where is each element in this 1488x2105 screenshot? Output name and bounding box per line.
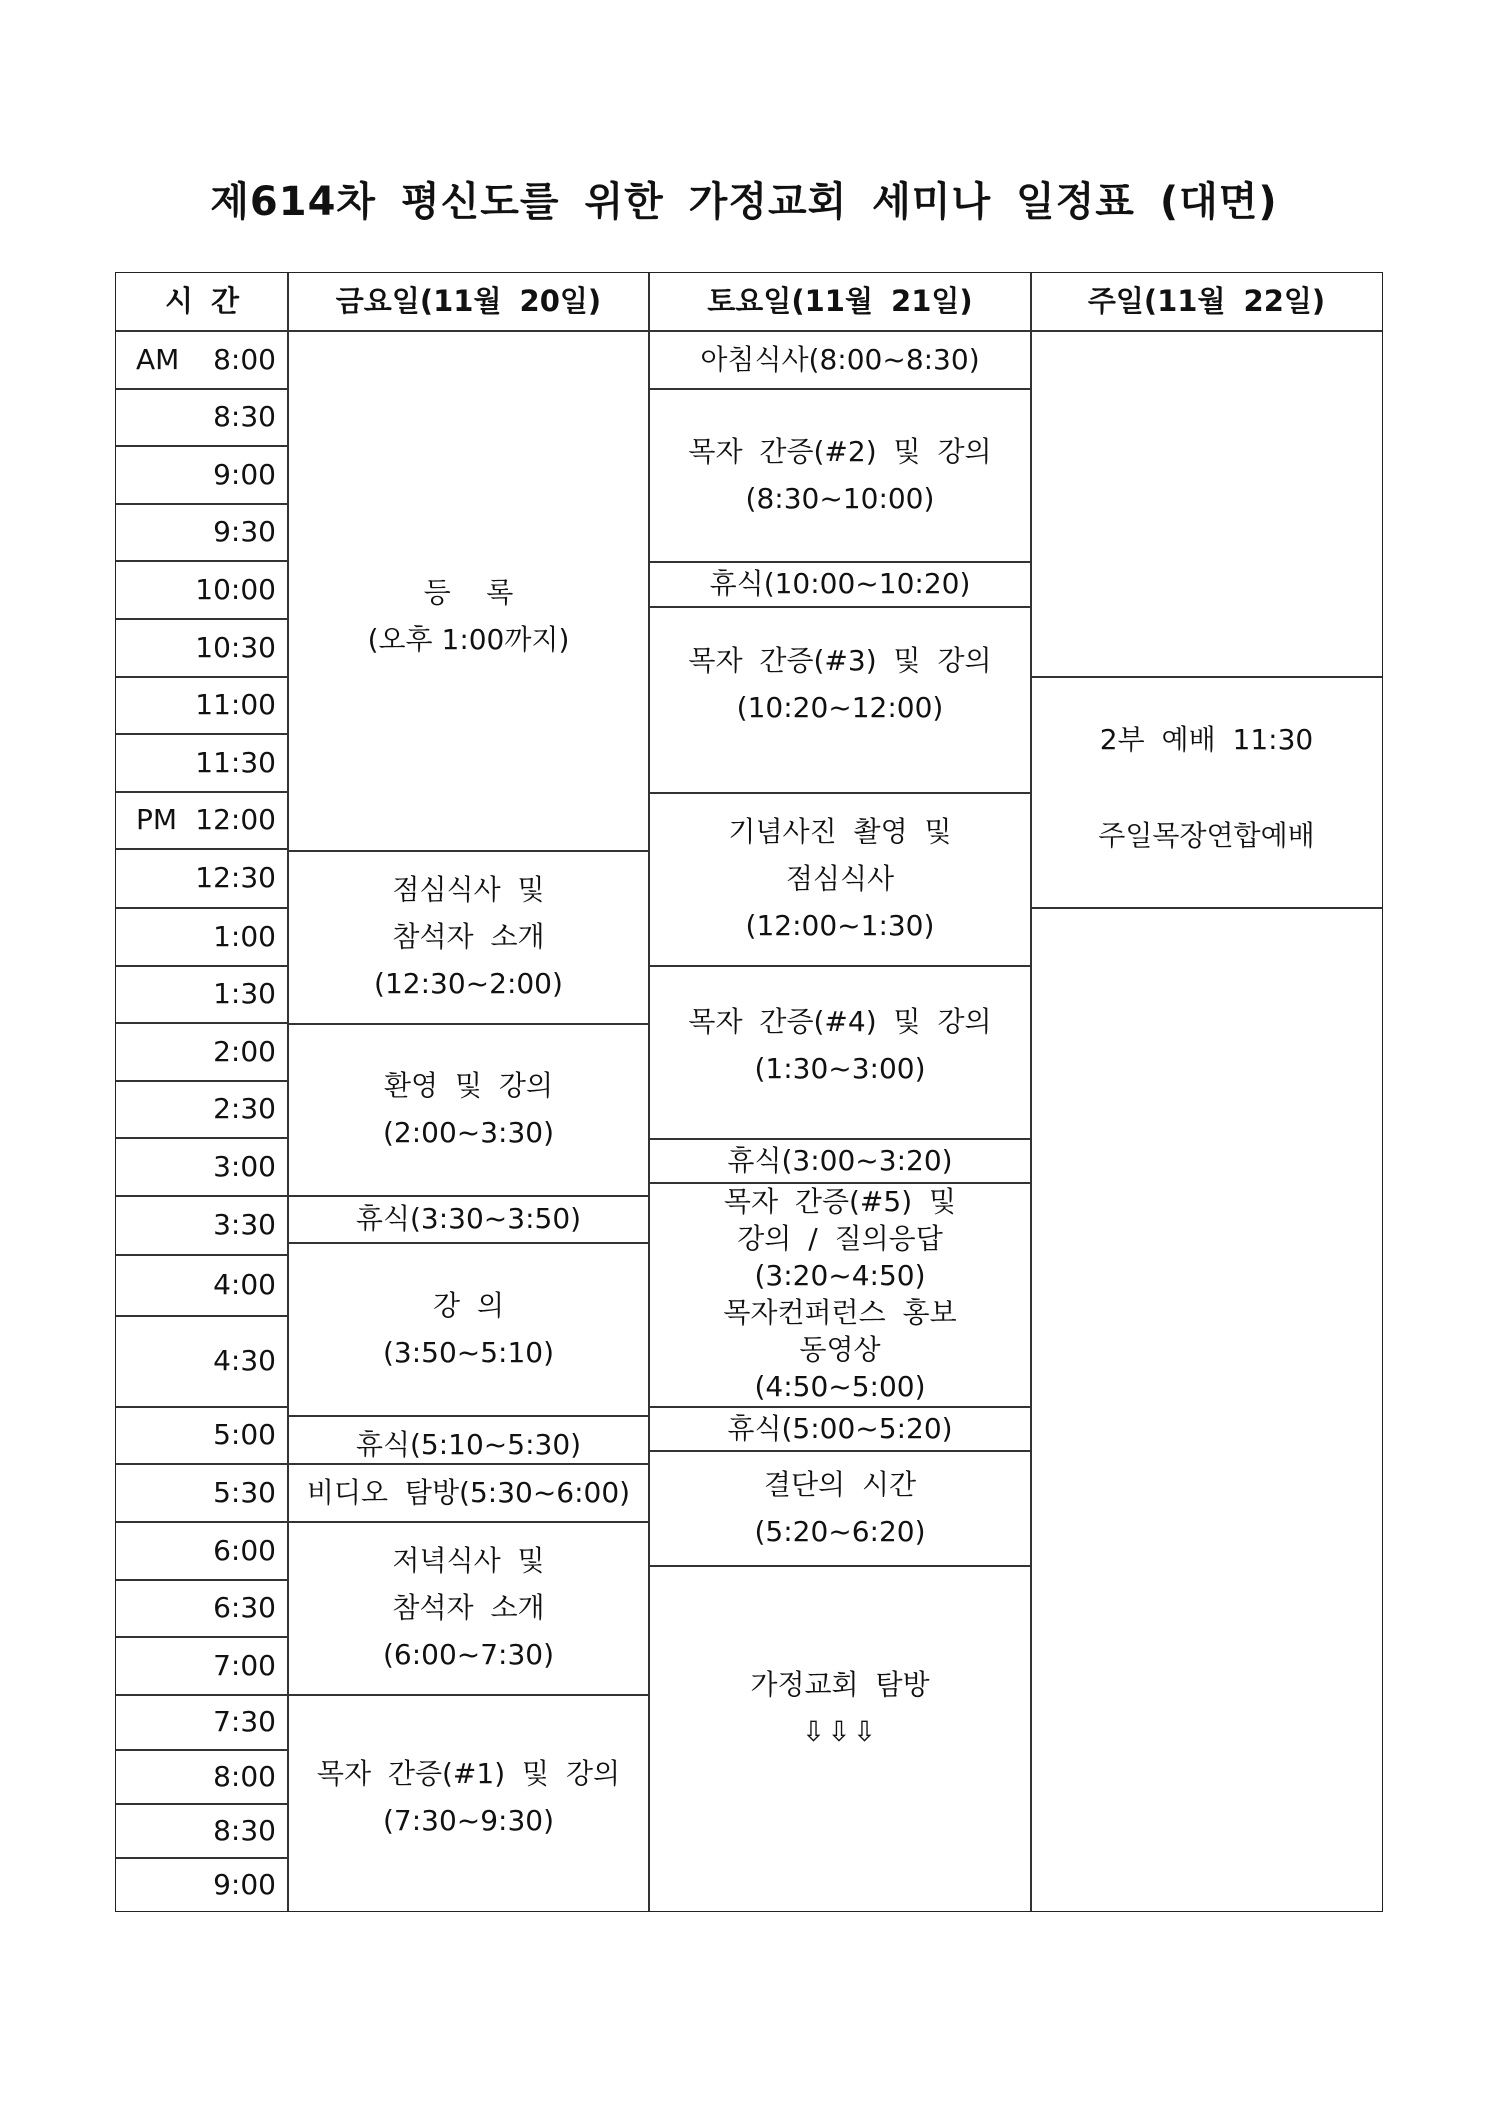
header-time-label: 시 간	[164, 284, 240, 318]
event-subtitle: 참석자 소개	[392, 1591, 545, 1624]
time-slot	[116, 330, 288, 388]
time-slot	[116, 1315, 288, 1406]
event-title: 가정교회 탐방	[750, 1668, 930, 1701]
event-title: 기념사진 촬영 및	[728, 815, 952, 848]
time-label: 9:00	[213, 457, 276, 491]
time-label: 3:30	[213, 1208, 276, 1241]
time-slot	[116, 1521, 288, 1579]
event-title: 목자 간증(#2) 및 강의	[688, 434, 992, 468]
header-sunday-label: 주일(11월 22일)	[1087, 284, 1326, 318]
time-slot	[116, 1022, 288, 1080]
time-label: 3:00	[213, 1149, 276, 1183]
header-friday	[288, 273, 649, 330]
event-time: (오후 1:00까지)	[367, 623, 570, 656]
event-house-church-visit	[649, 1565, 1031, 1911]
time-slot	[116, 618, 288, 676]
event-photo-lunch	[649, 792, 1031, 965]
event-title: 2부 예배 11:30	[1099, 722, 1314, 756]
header-friday-label: 금요일(11월 20일)	[335, 284, 602, 318]
time-slot	[116, 676, 288, 733]
event-title: 점심식사 및	[392, 873, 545, 906]
event-subtitle: 점심식사	[785, 862, 895, 895]
time-label: 10:30	[195, 630, 276, 664]
time-label: 12:00	[195, 803, 276, 836]
time-slot	[116, 1406, 288, 1463]
down-arrows-icon: ⇩⇩⇩	[801, 1715, 879, 1748]
event-title: 목자 간증(#3) 및 강의	[688, 644, 992, 677]
time-label: 7:00	[213, 1648, 276, 1682]
header-saturday-label: 토요일(11월 21일)	[707, 284, 973, 318]
event-title: 목자컨퍼런스 홍보	[723, 1296, 957, 1329]
time-slot	[116, 445, 288, 503]
time-slot	[116, 848, 288, 907]
time-slot	[116, 1137, 288, 1195]
event-worship	[1031, 676, 1382, 907]
time-label: 8:00	[213, 342, 276, 376]
time-slot	[116, 1579, 288, 1636]
event-title: 휴식(3:30~3:50)	[355, 1202, 582, 1235]
time-slot	[116, 791, 288, 848]
time-label: 5:00	[213, 1418, 276, 1451]
event-title: 목자 간증(#1) 및 강의	[316, 1756, 621, 1790]
time-label: 6:00	[213, 1533, 276, 1567]
event-testimony-2	[649, 388, 1031, 561]
event-break	[649, 1406, 1031, 1450]
event-testimony-4	[649, 965, 1031, 1138]
pm-label: PM	[136, 803, 178, 836]
time-slot	[116, 1463, 288, 1521]
event-title: 저녁식사 및	[392, 1544, 545, 1577]
event-lunch	[288, 850, 649, 1023]
event-testimony-1	[288, 1694, 649, 1911]
time-label: 11:30	[195, 745, 276, 779]
time-label: 4:00	[213, 1268, 276, 1301]
time-label: 4:30	[213, 1344, 276, 1377]
time-slot	[116, 907, 288, 965]
event-title: 아침식사(8:00~8:30)	[700, 342, 980, 376]
time-slot	[116, 388, 288, 445]
header-saturday	[649, 273, 1031, 330]
event-testimony-5	[649, 1182, 1031, 1406]
event-break	[288, 1195, 649, 1242]
event-subtitle: 참석자 소개	[392, 920, 545, 953]
event-decision-time	[649, 1450, 1031, 1565]
event-time: (4:50~5:00)	[754, 1370, 926, 1403]
time-slot	[116, 1749, 288, 1803]
event-title: 휴식(5:10~5:30)	[355, 1427, 582, 1461]
event-time: (6:00~7:30)	[382, 1638, 555, 1671]
time-slot	[116, 965, 288, 1022]
divider	[1031, 907, 1382, 909]
time-label: 10:00	[195, 572, 276, 606]
event-subtitle: 강의 / 질의응답	[737, 1222, 943, 1255]
time-slot	[116, 1254, 288, 1315]
event-break	[649, 561, 1031, 606]
page-title: 제614차 평신도를 위한 가정교회 세미나 일정표 (대면)	[210, 179, 1278, 225]
time-slot	[116, 503, 288, 560]
time-label: 7:30	[213, 1705, 276, 1738]
event-video-visit	[288, 1463, 649, 1521]
event-title: 비디오 탐방(5:30~6:00)	[306, 1475, 631, 1509]
event-title: 환영 및 강의	[383, 1069, 554, 1102]
time-label: 8:30	[213, 1813, 276, 1847]
event-title: 결단의 시간	[763, 1467, 917, 1501]
event-breakfast	[649, 330, 1031, 388]
event-registration	[288, 330, 649, 850]
time-label: 2:00	[213, 1034, 276, 1068]
event-lecture	[288, 1242, 649, 1415]
event-time: (12:00~1:30)	[745, 909, 935, 942]
event-break	[649, 1138, 1031, 1182]
am-label: AM	[136, 342, 180, 376]
header-sunday	[1031, 273, 1382, 330]
time-label: 8:00	[213, 1759, 276, 1793]
event-title: 강 의	[433, 1288, 504, 1322]
time-slot	[116, 560, 288, 618]
event-welcome-lecture	[288, 1023, 649, 1195]
time-label: 6:30	[213, 1591, 276, 1624]
time-label: 9:00	[213, 1867, 276, 1901]
event-time: (10:20~12:00)	[736, 691, 944, 724]
time-slot	[116, 1195, 288, 1254]
event-title: 휴식(5:00~5:20)	[727, 1411, 953, 1445]
event-subtitle: 동영상	[799, 1333, 881, 1366]
event-time: (3:20~4:50)	[754, 1259, 926, 1292]
event-time: (3:50~5:10)	[382, 1335, 555, 1369]
event-time: (5:20~6:20)	[754, 1514, 926, 1548]
header-time	[116, 273, 288, 330]
time-label: 12:30	[195, 861, 276, 894]
time-label: 9:30	[213, 515, 276, 548]
event-testimony-3	[649, 606, 1031, 792]
event-subtitle: 주일목장연합예배	[1098, 818, 1315, 852]
schedule-table	[115, 272, 1383, 1912]
event-dinner	[288, 1521, 649, 1694]
time-slot	[116, 1080, 288, 1137]
time-label: 1:30	[213, 977, 276, 1010]
event-title: 목자 간증(#5) 및	[723, 1185, 957, 1218]
event-time: (8:30~10:00)	[745, 481, 935, 515]
event-time: (2:00~3:30)	[382, 1116, 555, 1149]
event-title: 목자 간증(#4) 및 강의	[688, 1004, 992, 1038]
event-time: (12:30~2:00)	[374, 967, 563, 1000]
event-time: (1:30~3:00)	[754, 1051, 926, 1085]
time-slot	[116, 1694, 288, 1749]
event-title: 등 록	[423, 576, 514, 609]
event-time: (7:30~9:30)	[382, 1803, 555, 1837]
event-title: 휴식(3:00~3:20)	[727, 1143, 953, 1177]
event-break	[288, 1415, 649, 1463]
time-slot	[116, 733, 288, 791]
time-label: 1:00	[213, 919, 276, 953]
time-label: 2:30	[213, 1092, 276, 1125]
time-slot	[116, 1857, 288, 1911]
time-label: 5:30	[213, 1475, 276, 1509]
time-label: 11:00	[195, 688, 276, 721]
time-label: 8:30	[213, 400, 276, 433]
time-slot	[116, 1636, 288, 1694]
event-title: 휴식(10:00~10:20)	[709, 567, 971, 600]
time-slot	[116, 1803, 288, 1857]
